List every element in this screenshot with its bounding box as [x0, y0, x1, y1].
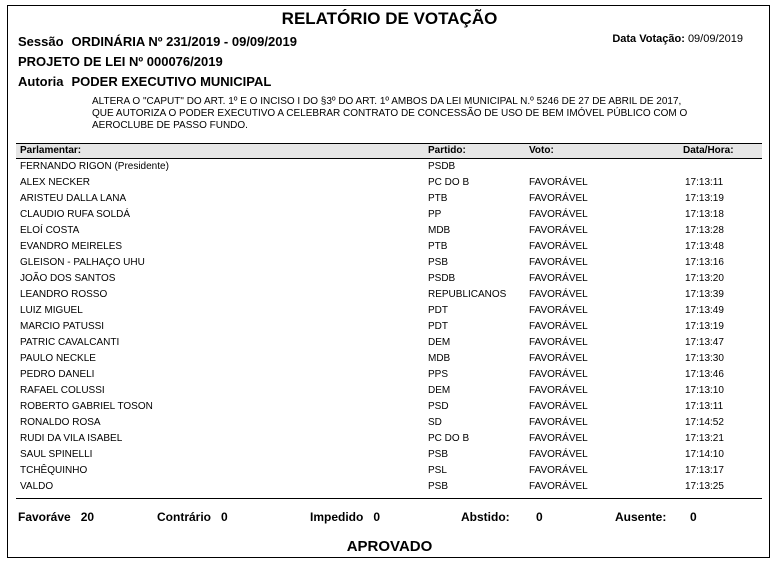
cell-data-hora: 17:13:21 — [685, 433, 724, 444]
table-row — [16, 351, 762, 367]
cell-data-hora: 17:13:28 — [685, 225, 724, 236]
cell-partido: PSDB — [428, 161, 456, 172]
cell-parlamentar: JOÃO DOS SANTOS — [20, 273, 116, 284]
table-row — [16, 367, 762, 383]
total-abstido — [461, 510, 510, 524]
table-row — [16, 191, 762, 207]
cell-partido: PC DO B — [428, 177, 470, 188]
table-row — [16, 415, 762, 431]
totals-separator — [16, 498, 762, 499]
cell-data-hora: 17:13:39 — [685, 289, 724, 300]
cell-voto: FAVORÁVEL — [529, 465, 588, 476]
total-favoravel — [18, 510, 94, 524]
cell-partido: DEM — [428, 385, 451, 396]
cell-partido: PSB — [428, 257, 449, 268]
vote-table — [16, 159, 762, 495]
cell-parlamentar: ARISTEU DALLA LANA — [20, 193, 127, 204]
cell-voto: FAVORÁVEL — [529, 225, 588, 236]
table-row — [16, 159, 762, 175]
ementa — [92, 96, 742, 132]
cell-partido: MDB — [428, 225, 451, 236]
table-row — [16, 479, 762, 495]
favoravel-label: Favoráve — [18, 510, 71, 524]
data-votacao — [612, 33, 743, 45]
cell-voto: FAVORÁVEL — [529, 385, 588, 396]
table-row — [16, 271, 762, 287]
cell-voto: FAVORÁVEL — [529, 417, 588, 428]
contrario-label: Contrário — [157, 510, 211, 524]
cell-voto: FAVORÁVEL — [529, 401, 588, 412]
cell-partido: DEM — [428, 337, 451, 348]
table-row — [16, 319, 762, 335]
cell-voto: FAVORÁVEL — [529, 177, 588, 188]
cell-partido: PSB — [428, 481, 449, 492]
table-row — [16, 255, 762, 271]
cell-data-hora: 17:13:47 — [685, 337, 724, 348]
cell-data-hora: 17:13:16 — [685, 257, 724, 268]
cell-parlamentar: ROBERTO GABRIEL TOSON — [20, 401, 153, 412]
cell-data-hora: 17:13:11 — [685, 177, 724, 188]
cell-data-hora: 17:13:11 — [685, 401, 724, 412]
contrario-value: 0 — [221, 510, 228, 524]
result-status: APROVADO — [346, 538, 433, 555]
cell-data-hora: 17:13:19 — [685, 321, 724, 332]
cell-parlamentar: LEANDRO ROSSO — [20, 289, 108, 300]
header-data-hora: Data/Hora: — [683, 145, 734, 156]
sessao-label: Sessão — [18, 34, 64, 49]
cell-partido: SD — [428, 417, 442, 428]
projeto-line: PROJETO DE LEI Nº 000076/2019 — [18, 54, 223, 69]
cell-voto: FAVORÁVEL — [529, 193, 588, 204]
favoravel-value: 20 — [80, 510, 95, 524]
ementa-line-2: QUE AUTORIZA O PODER EXECUTIVO A CELEBRAR CONTRATO DE CONCESSÃO DE USO DE BEM IMÓVEL PÚBLICO COM O — [92, 108, 688, 119]
ausente-value: 0 — [690, 510, 697, 524]
table-row — [16, 383, 762, 399]
cell-voto: FAVORÁVEL — [529, 321, 588, 332]
cell-parlamentar: GLEISON - PALHAÇO UHU — [20, 257, 145, 268]
ementa-line-3: AEROCLUBE DE PASSO FUNDO. — [92, 120, 248, 131]
table-row — [16, 239, 762, 255]
cell-voto: FAVORÁVEL — [529, 433, 588, 444]
cell-voto: FAVORÁVEL — [529, 273, 588, 284]
cell-parlamentar: RONALDO ROSA — [20, 417, 101, 428]
cell-parlamentar: RAFAEL COLUSSI — [20, 385, 105, 396]
data-votacao-label: Data Votação: — [612, 33, 685, 45]
cell-data-hora: 17:13:18 — [685, 209, 724, 220]
table-row — [16, 335, 762, 351]
cell-partido: MDB — [428, 353, 451, 364]
cell-parlamentar: RUDI DA VILA ISABEL — [20, 433, 123, 444]
table-row — [16, 175, 762, 191]
ausente-label: Ausente: — [615, 510, 667, 524]
impedido-label: Impedido — [310, 510, 364, 524]
cell-voto: FAVORÁVEL — [529, 337, 588, 348]
cell-data-hora: 17:13:10 — [685, 385, 724, 396]
cell-parlamentar: ALEX NECKER — [20, 177, 91, 188]
cell-voto: FAVORÁVEL — [529, 449, 588, 460]
cell-parlamentar: PATRIC CAVALCANTI — [20, 337, 120, 348]
cell-voto: FAVORÁVEL — [529, 209, 588, 220]
table-row — [16, 463, 762, 479]
table-row — [16, 399, 762, 415]
cell-voto: FAVORÁVEL — [529, 369, 588, 380]
cell-parlamentar: TCHÊQUINHO — [20, 465, 88, 476]
cell-data-hora: 17:14:10 — [685, 449, 724, 460]
header-partido: Partido: — [428, 145, 466, 156]
cell-partido: PSD — [428, 401, 449, 412]
cell-partido: PTB — [428, 193, 448, 204]
cell-voto: FAVORÁVEL — [529, 289, 588, 300]
table-header — [16, 143, 762, 159]
autoria-value: PODER EXECUTIVO MUNICIPAL — [71, 74, 272, 89]
abstido-label: Abstido: — [461, 510, 510, 524]
ementa-line-1: ALTERA O "CAPUT" DO ART. 1º E O INCISO I DO §3º DO ART. 1º AMBOS DA LEI MUNICIPAL N.º 5246 DE 27 DE ABRIL DE 2017, — [92, 96, 682, 107]
impedido-value: 0 — [373, 510, 381, 524]
cell-parlamentar: FERNANDO RIGON (Presidente) — [20, 161, 169, 172]
cell-data-hora: 17:13:49 — [685, 305, 724, 316]
total-impedido — [310, 510, 380, 524]
table-row — [16, 223, 762, 239]
cell-voto: FAVORÁVEL — [529, 305, 588, 316]
cell-partido: PDT — [428, 305, 448, 316]
cell-data-hora: 17:13:30 — [685, 353, 724, 364]
data-votacao-value: 09/09/2019 — [687, 33, 743, 45]
cell-partido: REPUBLICANOS — [428, 289, 507, 300]
cell-data-hora: 17:13:25 — [685, 481, 724, 492]
table-row — [16, 303, 762, 319]
cell-voto: FAVORÁVEL — [529, 481, 588, 492]
abstido-value: 0 — [536, 510, 543, 524]
cell-partido: PP — [428, 209, 442, 220]
cell-parlamentar: EVANDRO MEIRELES — [20, 241, 123, 252]
cell-partido: PTB — [428, 241, 448, 252]
sessao-value: ORDINÁRIA Nº 231/2019 - 09/09/2019 — [71, 34, 297, 49]
report-title: RELATÓRIO DE VOTAÇÃO — [281, 9, 498, 28]
cell-voto: FAVORÁVEL — [529, 353, 588, 364]
total-ausente — [615, 510, 666, 524]
cell-parlamentar: SAUL SPINELLI — [20, 449, 93, 460]
table-row — [16, 447, 762, 463]
cell-data-hora: 17:13:19 — [685, 193, 724, 204]
sessao-line — [18, 34, 297, 49]
cell-partido: PC DO B — [428, 433, 470, 444]
cell-parlamentar: CLAUDIO RUFA SOLDÁ — [20, 209, 131, 220]
cell-parlamentar: MARCIO PATUSSI — [20, 321, 105, 332]
autoria-line — [18, 74, 271, 89]
cell-partido: PSDB — [428, 273, 456, 284]
table-row — [16, 287, 762, 303]
cell-parlamentar: LUIZ MIGUEL — [20, 305, 83, 316]
cell-data-hora: 17:14:52 — [685, 417, 724, 428]
table-row — [16, 431, 762, 447]
cell-parlamentar: PEDRO DANELI — [20, 369, 95, 380]
cell-data-hora: 17:13:20 — [685, 273, 724, 284]
header-parlamentar: Parlamentar: — [20, 145, 82, 156]
cell-partido: PSB — [428, 449, 449, 460]
cell-partido: PPS — [428, 369, 449, 380]
cell-data-hora: 17:13:48 — [685, 241, 724, 252]
cell-voto: FAVORÁVEL — [529, 241, 588, 252]
cell-parlamentar: VALDO — [20, 481, 54, 492]
autoria-label: Autoria — [18, 74, 64, 89]
total-contrario — [157, 510, 228, 524]
cell-data-hora: 17:13:17 — [685, 465, 724, 476]
cell-data-hora: 17:13:46 — [685, 369, 724, 380]
header-voto: Voto: — [529, 145, 554, 156]
cell-partido: PSL — [428, 465, 447, 476]
cell-partido: PDT — [428, 321, 448, 332]
cell-voto: FAVORÁVEL — [529, 257, 588, 268]
cell-parlamentar: ELOÍ COSTA — [20, 225, 80, 236]
cell-parlamentar: PAULO NECKLE — [20, 353, 96, 364]
table-row — [16, 207, 762, 223]
